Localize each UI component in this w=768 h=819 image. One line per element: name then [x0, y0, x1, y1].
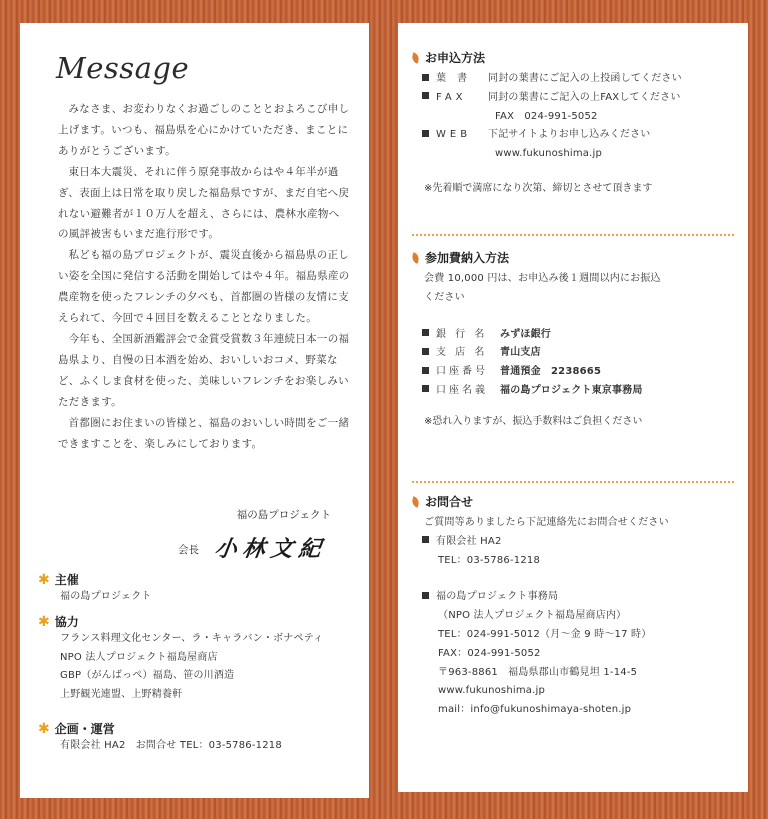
section-fee — [412, 249, 732, 432]
star-icon: ✱ — [38, 613, 50, 630]
apply-fax-number: FAX 024-991-5052 — [495, 110, 598, 122]
apply-note: ※先着順で満席になり次第、締切とさせて頂きます — [424, 182, 653, 194]
bullet-icon — [422, 74, 429, 81]
message-body — [58, 99, 350, 454]
apply-row: WEB 下記サイトよりお申し込みください — [412, 126, 732, 145]
bank-row: 支 店 名 青山支店 — [412, 344, 732, 363]
bullet-icon — [422, 536, 429, 543]
bullet-icon — [422, 592, 429, 599]
signer-title: 会長 — [178, 544, 199, 556]
section-line: 有限会社 HA2 お問合せ TEL：03-5786-1218 — [60, 740, 282, 751]
contact-line: （NPO 法人プロジェクト福島屋商店内） — [438, 610, 627, 622]
leaf-icon — [411, 252, 420, 263]
contact-email-link[interactable]: mail：info@fukunoshimaya-shoten.jp — [438, 704, 632, 716]
section-heading: お問合せ — [425, 495, 474, 509]
message-paragraph: 首都圏にお住まいの皆様と、福島のおいしい時間をご一緒できますことを、楽しみにしております。 — [58, 416, 350, 450]
fee-note: ※恐れ入りますが、振込手数料はご負担ください — [424, 415, 643, 427]
star-icon: ✱ — [38, 720, 50, 737]
bullet-icon — [422, 329, 429, 336]
fee-intro: ください — [424, 291, 465, 303]
star-icon: ✱ — [38, 571, 50, 588]
section-contact — [412, 493, 732, 720]
bank-row: 口座名義 福の島プロジェクト東京事務局 — [412, 382, 732, 401]
message-paragraph: みなさま、お変わりなくお過ごしのこととおよろこび申し上げます。いつも、福島県を心にかけていただき、まことにありがとうございます。 — [58, 103, 350, 157]
section-heading: 企画・運営 — [54, 722, 115, 736]
section-application — [412, 49, 732, 199]
section-organizer — [38, 571, 358, 607]
section-heading: 協力 — [54, 615, 79, 629]
bullet-icon — [422, 92, 429, 99]
bullet-icon — [422, 130, 429, 137]
contact-website-link[interactable]: www.fukunoshima.jp — [438, 685, 546, 697]
section-cooperation — [38, 613, 358, 704]
section-heading: お申込方法 — [425, 51, 486, 65]
apply-row: 葉 書 同封の葉書にご記入の上投函してください — [412, 70, 732, 89]
contact-name: 福の島プロジェクト事務局 — [412, 588, 732, 607]
bank-row: 口座番号 普通預金 2238665 — [412, 363, 732, 382]
message-panel — [20, 23, 369, 798]
contact-address: 〒963-8861 福島県郡山市鶴見坦 1-14-5 — [438, 666, 638, 678]
organization-name: 福の島プロジェクト — [236, 509, 331, 521]
section-line: フランス料理文化センター、ラ・キャラバン・ボナペティ — [60, 633, 324, 644]
divider — [412, 481, 734, 483]
contact-intro: ご質問等ありましたら下記連絡先にお問合せください — [424, 517, 669, 528]
message-paragraph: 今年も、全国新酒鑑評会で金賞受賞数３年連続日本一の福島県より、自慢の日本酒を始め、おいしいおコメ、野菜など、ふくしま食材を使った、美味しいフレンチをお楽しみいただきます。 — [58, 332, 350, 408]
message-paragraph: 私ども福の島プロジェクトが、震災直後から福島県の正しい姿を全国に発信する活動を開始してはや４年。福島県産の農産物を使ったフレンチの夕べも、首都圏の皆様の友情に支えられて、今回で４回目を数えることとなりました。 — [58, 249, 350, 325]
bullet-icon — [422, 385, 429, 392]
divider — [412, 234, 734, 236]
section-heading: 参加費納入方法 — [425, 251, 510, 265]
apply-row: FAX 同封の葉書にご記入の上FAXしてください — [412, 89, 732, 108]
contact-name: 有限会社 HA2 — [412, 533, 732, 552]
section-line: 上野観光連盟、上野精養軒 — [60, 688, 183, 700]
section-line: NPO 法人プロジェクト福島屋商店 — [60, 651, 218, 663]
section-heading: 主催 — [54, 573, 79, 587]
leaf-icon — [411, 496, 420, 507]
fee-intro: 会費 10,000 円は、お申込み後１週間以内にお振込 — [424, 273, 661, 284]
contact-tel: TEL：024-991-5012（月～金 9 時～17 時） — [438, 628, 652, 640]
bullet-icon — [422, 367, 429, 374]
contact-tel: TEL：03-5786-1218 — [438, 554, 541, 566]
apply-website-link[interactable]: www.fukunoshima.jp — [495, 148, 603, 160]
contact-fax: FAX：024-991-5052 — [438, 647, 541, 659]
bullet-icon — [422, 348, 429, 355]
section-planning — [38, 720, 358, 756]
bank-row: 銀 行 名 みずほ銀行 — [412, 326, 732, 345]
message-paragraph: 東日本大震災、それに伴う原発事故からはや４年半が過ぎ、表面上は日常を取り戻した福島県ですが、まだ自宅へ戻れない避難者が１０万人を超え、さらには、農林水産物への風評被害もいまだ進行形です。 — [58, 165, 350, 241]
message-title: Message — [56, 51, 190, 85]
signature: 小林文紀 — [212, 536, 329, 562]
section-line: GBP（がんばっぺ）福島、笹の川酒造 — [60, 670, 235, 682]
signature-block — [178, 532, 327, 563]
info-panel — [398, 23, 748, 792]
section-line: 福の島プロジェクト — [60, 591, 152, 602]
leaf-icon — [411, 52, 420, 63]
